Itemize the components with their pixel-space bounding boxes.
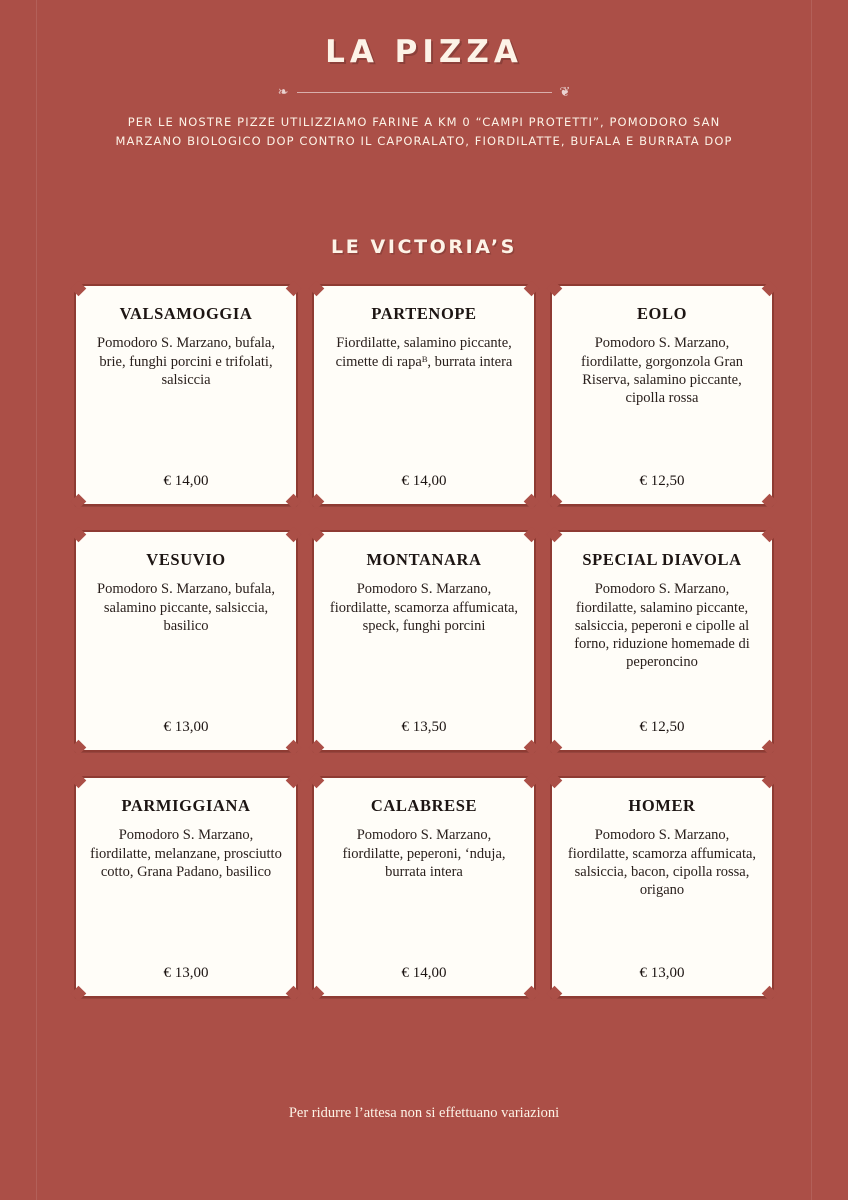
menu-item-card bbox=[550, 776, 774, 998]
corner-ornament-icon bbox=[762, 740, 778, 756]
menu-item-description: Pomodoro S. Marzano, fiordilatte, peperoni, ‘nduja, burrata intera bbox=[342, 827, 506, 880]
corner-ornament-icon bbox=[71, 986, 87, 1002]
menu-item-price: € 14,00 bbox=[401, 473, 447, 490]
menu-item-description: Pomodoro S. Marzano, bufala, brie, funghi porcini e trifolati, salsiccia bbox=[97, 335, 275, 388]
footer-note: Per ridurre l’attesa non si effettuano variazioni bbox=[288, 1105, 560, 1121]
ornament-left-icon: ❧ bbox=[277, 84, 289, 99]
corner-ornament-icon bbox=[309, 494, 325, 510]
header bbox=[60, 0, 788, 150]
menu-item-price: € 14,00 bbox=[163, 473, 209, 490]
corner-ornament-icon bbox=[762, 494, 778, 510]
menu-item-name: HOMER bbox=[628, 796, 696, 816]
menu-item-name: EOLO bbox=[636, 304, 688, 324]
menu-item-card bbox=[312, 776, 536, 998]
corner-ornament-icon bbox=[762, 986, 778, 1002]
header-subtitle: PER LE NOSTRE PIZZE UTILIZZIAMO FARINE A KM 0 “CAMPI PROTETTI”, POMODORO SAN MARZANO BIOLOGICO DOP CONTRO IL CAPORALATO, FIORDILATTE, BUFALA E BURRATA DOP bbox=[115, 115, 733, 148]
menu-item-card bbox=[74, 530, 298, 752]
menu-item-price: € 14,00 bbox=[401, 965, 447, 982]
corner-ornament-icon bbox=[309, 986, 325, 1002]
section-heading: LE VICTORIA’S bbox=[331, 236, 517, 259]
corner-ornament-icon bbox=[71, 740, 87, 756]
menu-item-price: € 12,50 bbox=[639, 719, 685, 736]
pizza-grid bbox=[74, 284, 774, 998]
menu-item-name: CALABRESE bbox=[370, 796, 478, 816]
menu-item-price: € 13,50 bbox=[401, 719, 447, 736]
menu-item-description: Pomodoro S. Marzano, fiordilatte, scamorza affumicata, speck, funghi porcini bbox=[329, 581, 519, 634]
menu-item-price: € 12,50 bbox=[639, 473, 685, 490]
corner-ornament-icon bbox=[286, 986, 302, 1002]
corner-ornament-icon bbox=[286, 494, 302, 510]
menu-item-name: MONTANARA bbox=[366, 550, 482, 570]
menu-item-card bbox=[550, 530, 774, 752]
menu-item-name: SPECIAL DIAVOLA bbox=[582, 550, 742, 570]
corner-ornament-icon bbox=[547, 986, 563, 1002]
corner-ornament-icon bbox=[71, 494, 87, 510]
menu-item-description: Pomodoro S. Marzano, fiordilatte, melanzane, prosciutto cotto, Grana Padano, basilico bbox=[90, 827, 282, 880]
ornament-right-icon: ❦ bbox=[559, 84, 571, 99]
menu-item-card bbox=[312, 530, 536, 752]
corner-ornament-icon bbox=[524, 986, 540, 1002]
menu-item-price: € 13,00 bbox=[639, 965, 685, 982]
menu-item-price: € 13,00 bbox=[163, 965, 209, 982]
corner-ornament-icon bbox=[547, 494, 563, 510]
menu-item-name: VESUVIO bbox=[146, 550, 226, 570]
menu-item-card bbox=[312, 284, 536, 506]
rule-line-left bbox=[297, 92, 552, 93]
corner-ornament-icon bbox=[524, 494, 540, 510]
menu-item-description: Pomodoro S. Marzano, fiordilatte, gorgonzola Gran Riserva, salamino piccante, cipolla rossa bbox=[581, 335, 743, 407]
menu-item-description: Pomodoro S. Marzano, bufala, salamino piccante, salsiccia, basilico bbox=[97, 581, 275, 634]
corner-ornament-icon bbox=[286, 740, 302, 756]
menu-item-price: € 13,00 bbox=[163, 719, 209, 736]
menu-item-description: Pomodoro S. Marzano, fiordilatte, salamino piccante, salsiccia, peperoni e cipolle al forno, riduzione homemade di peperoncino bbox=[574, 581, 750, 671]
menu-item-description: Pomodoro S. Marzano, fiordilatte, scamorza affumicata, salsiccia, bacon, cipolla rossa, origano bbox=[567, 827, 757, 899]
menu-item-name: PARTENOPE bbox=[371, 304, 477, 324]
menu-item-card bbox=[550, 284, 774, 506]
menu-item-description: Fiordilatte, salamino piccante, cimette di rapaᴮ, burrata intera bbox=[335, 335, 513, 370]
menu-item-name: PARMIGGIANA bbox=[121, 796, 251, 816]
menu-item-name: VALSAMOGGIA bbox=[119, 304, 253, 324]
corner-ornament-icon bbox=[547, 740, 563, 756]
menu-item-card bbox=[74, 284, 298, 506]
decorative-rule bbox=[60, 86, 788, 99]
menu-item-card bbox=[74, 776, 298, 998]
page-title: LA PIZZA bbox=[325, 34, 523, 70]
corner-ornament-icon bbox=[524, 740, 540, 756]
corner-ornament-icon bbox=[309, 740, 325, 756]
